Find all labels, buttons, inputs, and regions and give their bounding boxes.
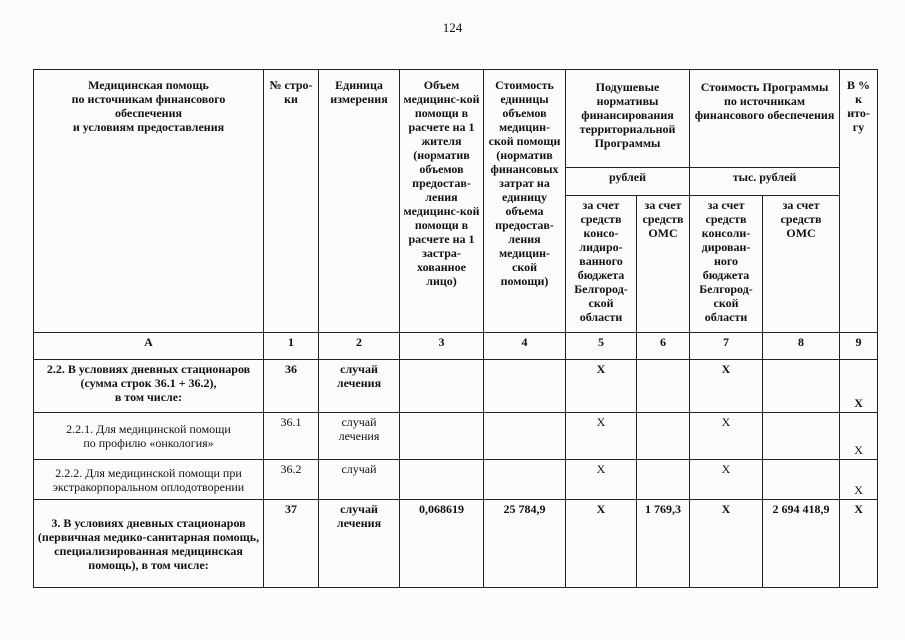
column-index: 1 [264,333,319,360]
header-cost-oms: за счет средств ОМС [763,196,840,333]
row-unit-cost [484,360,566,413]
column-index: 9 [840,333,878,360]
column-index: 4 [484,333,566,360]
header-percent-of-total: В % к ито- гу [840,70,878,333]
row-volume [400,413,484,460]
row-unit: случай лечения [319,360,400,413]
column-index: 8 [763,333,840,360]
header-line-number: № стро- ки [264,70,319,333]
header-volume-per-capita: Объем медицинс-кой помощи в расчете на 1 жителя (норматив объемов предостав-ления медицинс-кой помощи в расчете на 1 застра-хованное лицо) [400,70,484,333]
header-unit-thousand-rubles: тыс. рублей [690,168,840,196]
row-cost-budget: Х [690,360,763,413]
row-unit-cost: 25 784,9 [484,500,566,588]
row-per-capita-oms: 1 769,3 [637,500,690,588]
row-unit-cost [484,413,566,460]
row-per-capita-budget: Х [566,500,637,588]
column-index: 3 [400,333,484,360]
table-row [34,360,878,413]
row-name: 2.2.1. Для медицинской помощи по профилю «онкология» [34,413,264,460]
row-per-capita-oms [637,360,690,413]
column-index: 5 [566,333,637,360]
row-per-capita-budget: Х [566,360,637,413]
row-line-number: 36 [264,360,319,413]
row-cost-budget: Х [690,500,763,588]
header-care-type: Медицинская помощь по источникам финансового обеспечения и условиям предоставления [34,70,264,333]
financing-table [33,69,878,588]
row-volume: 0,068619 [400,500,484,588]
row-per-capita-oms [637,413,690,460]
column-index: 2 [319,333,400,360]
row-line-number: 37 [264,500,319,588]
column-index: А [34,333,264,360]
row-per-capita-budget: Х [566,413,637,460]
row-percent: Х [840,500,878,588]
row-unit: случай лечения [319,500,400,588]
row-name: 2.2. В условиях дневных стационаров (сумма строк 36.1 + 36.2), в том числе: [34,360,264,413]
header-program-cost-group: Стоимость Программы по источникам финансового обеспечения [690,70,840,168]
table-row [34,500,878,588]
header-cost-budget: за счет средств консоли-дирован-ного бюджета Белгород-ской области [690,196,763,333]
row-cost-budget: Х [690,460,763,500]
row-per-capita-oms [637,460,690,500]
column-index: 6 [637,333,690,360]
header-per-capita-oms: за счет средств ОМС [637,196,690,333]
header-unit-cost: Стоимость единицы объемов медицин-ской помощи (норматив финансовых затрат на единицу объема предостав-ления медицин-ской помощи) [484,70,566,333]
row-volume [400,360,484,413]
row-cost-oms [763,460,840,500]
row-cost-oms: 2 694 418,9 [763,500,840,588]
row-unit: случай [319,460,400,500]
header-unit: Единица измерения [319,70,400,333]
row-percent: Х [840,413,878,460]
row-name: 2.2.2. Для медицинской помощи при экстракорпоральном оплодотворении [34,460,264,500]
row-name: 3. В условиях дневных стационаров (первичная медико-санитарная помощь, специализированная медицинская помощь), в том числе: [34,500,264,588]
page-number: 124 [442,20,463,35]
header-per-capita-budget: за счет средств консо-лидиро-ванного бюджета Белгород-ской области [566,196,637,333]
column-index-row [34,333,878,360]
row-cost-oms [763,360,840,413]
row-per-capita-budget: Х [566,460,637,500]
table-row [34,460,878,500]
row-line-number: 36.1 [264,413,319,460]
row-volume [400,460,484,500]
column-index: 7 [690,333,763,360]
table-row [34,413,878,460]
row-cost-oms [763,413,840,460]
row-unit: случай лечения [319,413,400,460]
header-per-capita-group: Подушевые нормативы финансирования территориальной Программы [566,70,690,168]
row-cost-budget: Х [690,413,763,460]
header-unit-rubles: рублей [566,168,690,196]
row-percent: Х [840,460,878,500]
row-line-number: 36.2 [264,460,319,500]
row-percent: Х [840,360,878,413]
row-unit-cost [484,460,566,500]
